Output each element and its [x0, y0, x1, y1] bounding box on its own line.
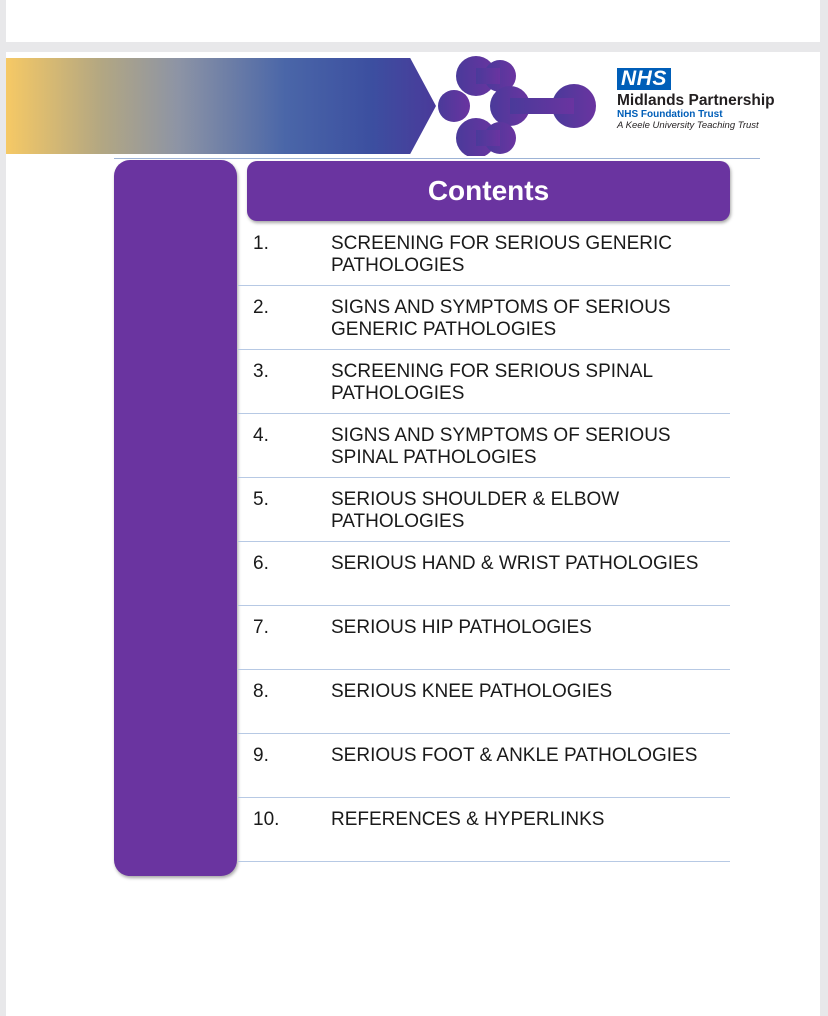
item-number: 4.: [253, 425, 269, 446]
trust-name: Midlands Partnership: [617, 92, 775, 109]
contents-item-3[interactable]: [238, 350, 730, 414]
nhs-trust-logo: [617, 68, 817, 132]
item-title: SCREENING FOR SERIOUS SPINAL PATHOLOGIES: [331, 361, 653, 404]
item-number: 9.: [253, 745, 269, 766]
contents-item-7[interactable]: [238, 606, 730, 670]
item-title: SIGNS AND SYMPTOMS OF SERIOUS SPINAL PATHOLOGIES: [331, 425, 671, 468]
item-title: SERIOUS HIP PATHOLOGIES: [331, 617, 592, 638]
trust-tagline: A Keele University Teaching Trust: [617, 120, 759, 131]
contents-item-8[interactable]: [238, 670, 730, 734]
contents-item-1[interactable]: [238, 222, 730, 286]
contents-title: Contents: [427, 175, 550, 206]
header-divider: [114, 158, 760, 159]
item-number: 1.: [253, 233, 269, 254]
contents-item-10[interactable]: [238, 798, 730, 862]
contents-title-bar: [247, 161, 730, 221]
item-number: 2.: [253, 297, 269, 318]
item-title: SCREENING FOR SERIOUS GENERIC PATHOLOGIES: [331, 233, 672, 276]
item-title: SERIOUS FOOT & ANKLE PATHOLOGIES: [331, 745, 698, 766]
header-gradient-banner: [6, 58, 436, 154]
trust-subtitle: NHS Foundation Trust: [617, 109, 723, 120]
nhs-logo-mark: NHS: [617, 68, 671, 90]
contents-item-2[interactable]: [238, 286, 730, 350]
item-title: SERIOUS SHOULDER & ELBOW PATHOLOGIES: [331, 489, 620, 532]
item-number: 6.: [253, 553, 269, 574]
contents-item-9[interactable]: [238, 734, 730, 798]
item-number: 3.: [253, 361, 269, 382]
item-title: SERIOUS KNEE PATHOLOGIES: [331, 681, 613, 702]
item-number: 10.: [253, 809, 280, 830]
item-number: 7.: [253, 617, 269, 638]
item-title: SIGNS AND SYMPTOMS OF SERIOUS GENERIC PATHOLOGIES: [331, 297, 671, 340]
molecule-dots-graphic: [436, 56, 606, 156]
previous-page-edge: [6, 0, 820, 42]
item-title: SERIOUS HAND & WRIST PATHOLOGIES: [331, 553, 699, 574]
item-number: 8.: [253, 681, 269, 702]
item-title: REFERENCES & HYPERLINKS: [331, 809, 605, 830]
contents-item-5[interactable]: [238, 478, 730, 542]
contents-list: [238, 222, 730, 862]
contents-item-6[interactable]: [238, 542, 730, 606]
contents-item-4[interactable]: [238, 414, 730, 478]
item-number: 5.: [253, 489, 269, 510]
purple-sidebar-bar: [114, 160, 237, 876]
document-page: [6, 52, 820, 1016]
